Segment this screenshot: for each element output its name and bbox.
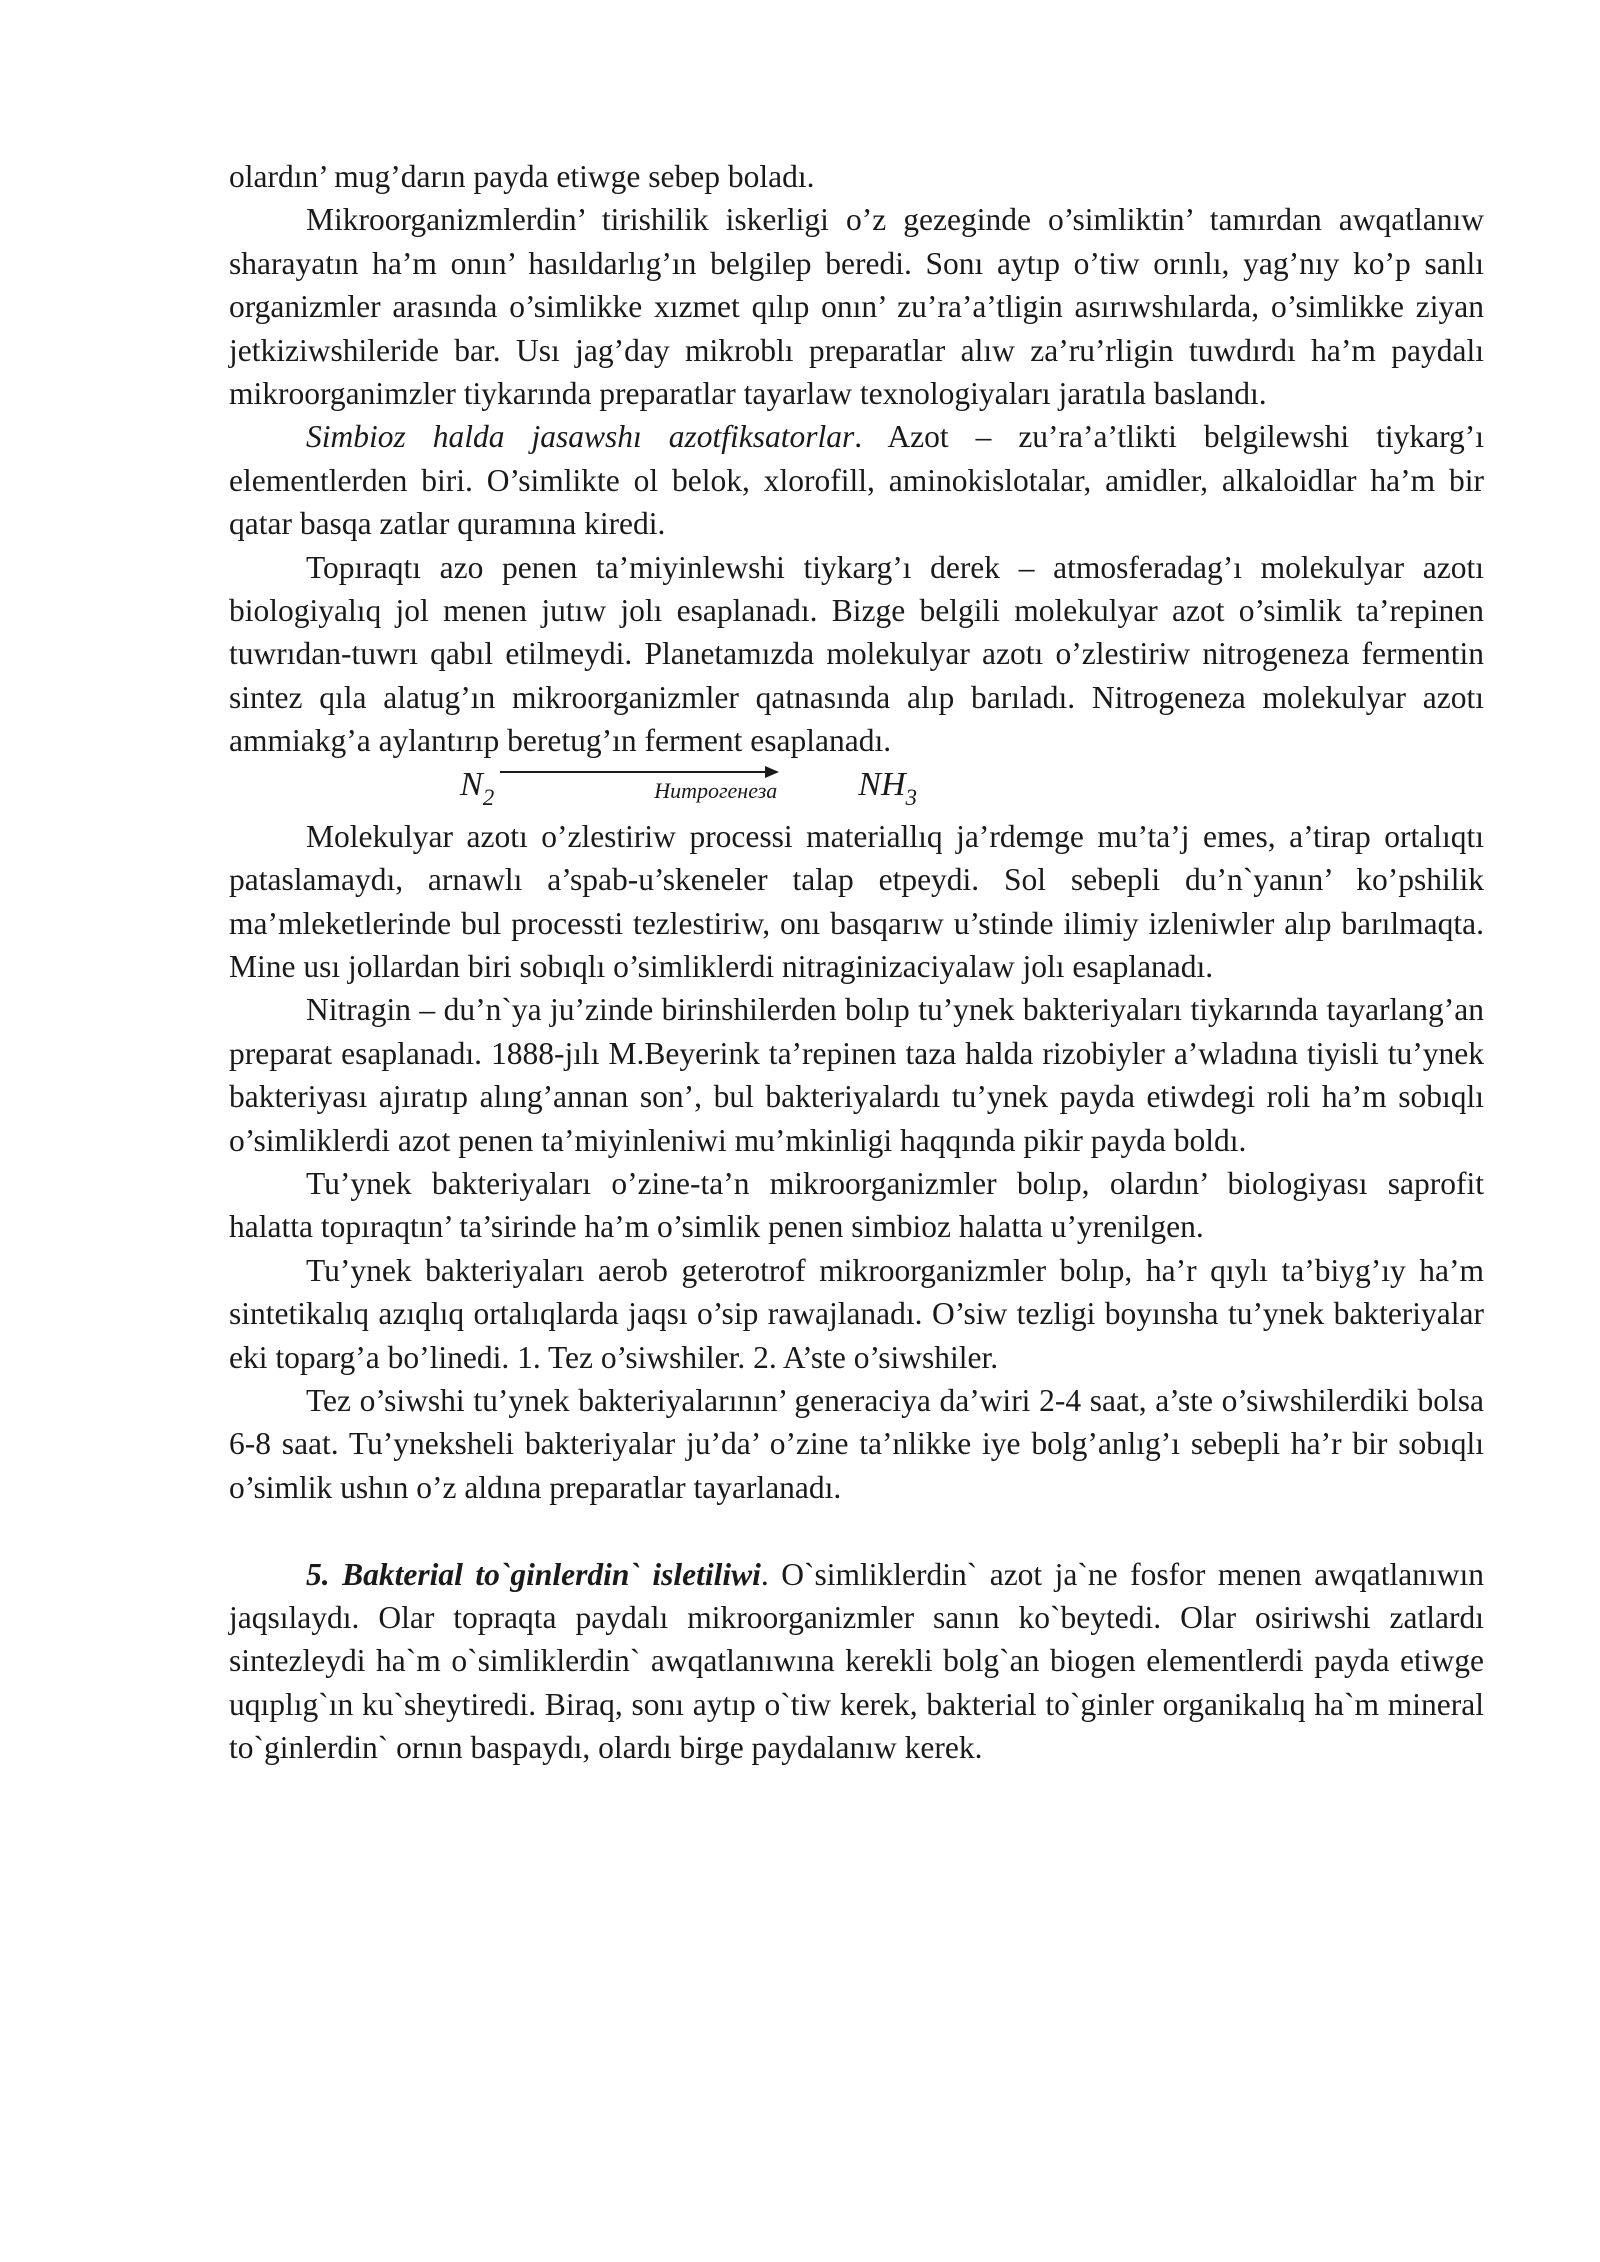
- paragraph-text: . Azot – zu’ra’a’tlikti belgilewshi tiykarg’ı elementlerden biri. O’simlikte ol belok, xlorofill, aminokislotalar, amidler, alkaloidlar ha’m bir qatar basqa zatlar quramına kiredi.: [229, 419, 1484, 542]
- paragraph-aerobic-heterotrophs: Tu’ynek bakteriyaları aerob geterotrof mikroorganizmler bolıp, ha’r qıylı ta’biyg’ıy ha’m sintetikalıq azıqlıq ortalıqlarda jaqsı o’sip rawajlanadı. O’siw tezligi boyınsha tu’ynek bakteriyalar eki toparg’a bo’linedi. 1. Tez o’siwshiler. 2. A’ste o’siwshiler.: [229, 1252, 1484, 1375]
- reaction-arrow: [500, 763, 777, 806]
- section-5-heading: 5. Bakterial to`ginlerdin` isletiliwi: [306, 1556, 761, 1592]
- nitrogenase-formula: [229, 763, 1484, 815]
- paragraph-symbiotic-nitrogen-fixers: [229, 415, 1484, 545]
- paragraph-generation-time: Tez o’siwshi tu’ynek bakteriyalarının’ generaciya da’wiri 2-4 saat, a’ste o’siwshilerdiki bolsa 6-8 saat. Tu’yneksheli bakteriyalar ju’da’ o’zine ta’nlikke iye bolg’anlıg’ı sebepli ha’r bir sobıqlı o’simlik ushın o’z aldına preparatlar tayarlanadı.: [229, 1382, 1484, 1505]
- paragraph-nodule-bacteria: Tu’ynek bakteriyaları o’zine-ta’n mikroorganizmler bolıp, olardın’ biologiyası saprofit halatta topıraqtın’ ta’sirinde ha’m o’simlik penen simbioz halatta u’yrenilgen.: [229, 1165, 1484, 1245]
- section-5-text: . O`simliklerdin` azot ja`ne fosfor menen awqatlanıwın jaqsılaydı. Olar topraqta paydalı mikroorganizmler sanın ko`beytedi. Olar osiriwshi zatlardı sintezleydi ha`m o`simliklerdin` awqatlanıwına kerekli bolg`an biogen elementlerdi payda etiwge uqıplıg`ın ku`sheytiredi. Biraq, sonı aytıp o`tiw kerek, bakterial to`ginler organikalıq ha`m mineral to`ginlerdin` ornın baspaydı, olardı birge paydalanıw kerek.: [229, 1556, 1484, 1766]
- paragraph-assimilation-process: Molekulyar azotı o’zlestiriw processi materiallıq ja’rdemge mu’ta’j emes, a’tirap ortalıqtı pataslamaydı, arnawlı a’spab-u’skeneler talap etpeydi. Sol sebepli du’n`yanın’ ko’pshilik ma’mleketlerinde bul processti tezlestiriw, onı basqarıw u’stinde ilimiy izleniwler alıp barılmaqta. Mine usı jollardan biri sobıqlı o’simliklerdi nitraginizaciyalaw jolı esaplanadı.: [229, 818, 1484, 984]
- section-5-paragraph: [229, 1553, 1484, 1770]
- formula-nh3: $NH_3$: [858, 765, 918, 810]
- paragraph-microorganisms: Mikroorganizmlerdin’ tirishilik iskerligi o’z gezeginde o’simliktin’ tamırdan awqatlanıw sharayatın ha’m onın’ hasıldarlıg’ın belgilep beredi. Sonı aytıp o’tiw orınlı, yag’nıy ko’p sanlı organizmler arasında o’simlikke xızmet qılıp onın’ zu’ra’a’tligin asırıwshılarda, o’simlikke ziyan jetkiziwshileride bar. Usı jag’day mikroblı preparatlar alıw za’ru’rligin tuwdırdı ha’m paydalı mikroorganimzler tiykarında preparatlar tayarlaw texnologiyaları jaratıla baslandı.: [229, 202, 1484, 412]
- paragraph-nitragin: Nitragin – du’n`ya ju’zinde birinshilerden bolıp tu’ynek bakteriyaları tiykarında tayarlang’an preparat esaplanadı. 1888-jılı M.Beyerink ta’repinen taza halda rizobiyler a’wladına tiyisli tu’ynek bakteriyası ajıratıp alıng’annan son’, bul bakteriyalardı tu’ynek payda etiwdegi roli ha’m sobıqlı o’simliklerdi azot penen ta’miyinleniwi mu’mkinligi haqqında pikir payda boldı.: [229, 992, 1484, 1158]
- blank-line: [229, 1509, 1484, 1552]
- paragraph-soil-nitrogen: Topıraqtı azo penen ta’miyinlewshi tiykarg’ı derek – atmosferadag’ı molekulyar azotı biologiyalıq jol menen jutıw jolı esaplanadı. Bizge belgili molekulyar azot o’simlik ta’repinen tuwrıdan-tuwrı qabıl etilmeydi. Planetamızda molekulyar azotı o’zlestiriw nitrogeneza fermentin sintez qıla alatug’ın mikroorganizmler qatnasında alıp barıladı. Nitrogeneza molekulyar azotı ammiakg’a aylantırıp beretug’ın ferment esaplanadı.: [229, 549, 1484, 759]
- document-page: [229, 155, 1484, 1770]
- paragraph-continuation: olardın’ mug’darın payda etiwge sebep boladı.: [229, 159, 815, 194]
- formula-n2: $N_2$: [460, 765, 495, 810]
- arrow-label: Нитрогенеза: [654, 777, 778, 803]
- italic-term: Simbioz halda jasawshı azotfiksatorlar: [306, 419, 855, 455]
